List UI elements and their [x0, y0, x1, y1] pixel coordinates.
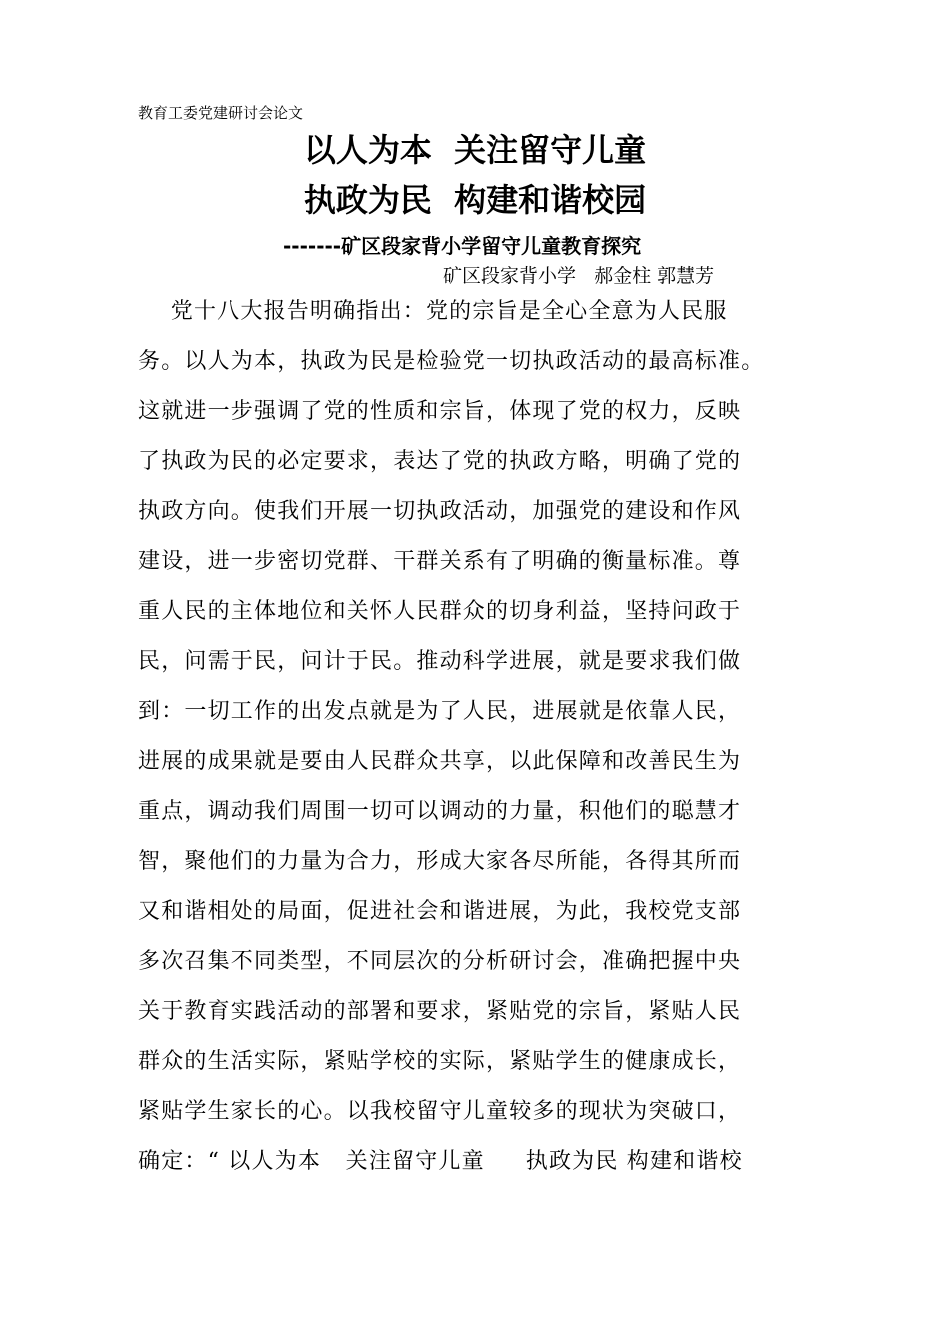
body-line: 多次召集不同类型，不同层次的分析研讨会，准确把握中央 — [138, 949, 742, 974]
body-line: 了执政为民的必定要求，表达了党的执政方略，明确了党的 — [138, 449, 742, 474]
body-line: 到：一切工作的出发点就是为了人民，进展就是依靠人民， — [138, 699, 742, 724]
body-line: 执政方向。使我们开展一切执政活动，加强党的建设和作风 — [138, 499, 742, 524]
subtitle: -------矿区段家背小学留守儿童教育探究 — [283, 234, 642, 258]
body-line: 重点，调动我们周围一切可以调动的力量，积他们的聪慧才 — [138, 799, 742, 824]
title-line-1: 以人为本 关注留守儿童 — [303, 131, 647, 169]
body-line: 确定：“ 以人为本 关注留守儿童 执政为民 构建和谐校 — [138, 1149, 743, 1174]
body-line: 重人民的主体地位和关怀人民群众的切身利益，坚持问政于 — [138, 599, 742, 624]
body-line: 群众的生活实际，紧贴学校的实际，紧贴学生的健康成长， — [138, 1049, 742, 1074]
body-line: 关于教育实践活动的部署和要求，紧贴党的宗旨，紧贴人民 — [138, 999, 742, 1024]
body-line: 这就进一步强调了党的性质和宗旨，体现了党的权力，反映 — [138, 399, 742, 424]
body-line: 进展的成果就是要由人民群众共享，以此保障和改善民生为 — [138, 749, 742, 774]
body-line: 紧贴学生家长的心。以我校留守儿童较多的现状为突破口， — [138, 1099, 742, 1124]
author-line: 矿区段家背小学 郝金柱 郭慧芳 — [443, 265, 715, 287]
body-line: 建设，进一步密切党群、干群关系有了明确的衡量标准。尊 — [138, 549, 742, 574]
header-note: 教育工委党建研讨会论文 — [138, 104, 304, 122]
body-line: 又和谐相处的局面，促进社会和谐进展，为此，我校党支部 — [138, 899, 742, 924]
body-line: 智，聚他们的力量为合力，形成大家各尽所能，各得其所而 — [138, 849, 742, 874]
title-line-2: 执政为民 构建和谐校园 — [303, 181, 647, 219]
body-line: 务。以人为本，执政为民是检验党一切执政活动的最高标准。 — [138, 349, 765, 374]
body-line: 民，问需于民，问计于民。推动科学进展，就是要求我们做 — [138, 649, 742, 674]
body-line: 党十八大报告明确指出：党的宗旨是全心全意为人民服 — [138, 299, 728, 324]
